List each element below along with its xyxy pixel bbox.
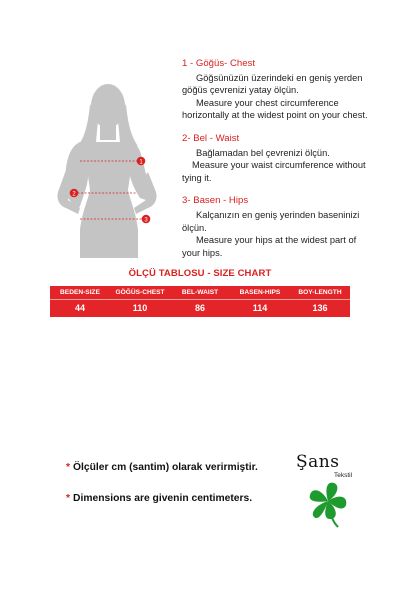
body-silhouette-figure [44, 80, 172, 258]
table-header-row [50, 286, 350, 300]
instruction-line: Kalçanızın en geniş yerinden baseninizi [196, 209, 360, 220]
instruction-line: tying it. [182, 172, 212, 183]
instruction-line: ölçün. [182, 222, 207, 233]
instruction-line: horizontally at the widest point on your chest. [182, 110, 368, 121]
instruction-line: your hips. [182, 247, 223, 258]
size-table [50, 286, 350, 317]
marker-3 [142, 215, 151, 224]
table-cell: 114 [252, 303, 268, 313]
instruction-line: göğüs çevrenizi yatay ölçün. [182, 85, 299, 96]
svg-text:2: 2 [72, 191, 76, 198]
instruction-line: Göğsünüzün üzerindeki en geniş yerden [196, 72, 363, 83]
instruction-chest [182, 58, 394, 122]
note-star: * [66, 462, 71, 473]
svg-text:3: 3 [144, 217, 148, 224]
brand-subtitle: Tekstil [334, 472, 353, 479]
column-header: GÖĞÜS-CHEST [115, 289, 165, 296]
instruction-line: Measure your waist circumference without [192, 160, 366, 171]
instruction-hips [182, 195, 394, 259]
table-row [50, 300, 350, 316]
size-chart-title: ÖLÇÜ TABLOSU - SIZE CHART [128, 268, 272, 279]
instruction-title: 1 - Göğüs- Chest [182, 58, 256, 69]
column-header: BOY-LENGTH [298, 289, 342, 296]
measurement-instructions [182, 58, 394, 270]
clover-icon [304, 479, 352, 529]
column-header: BEDEN-SIZE [60, 289, 100, 296]
note-text: Ölçüler cm (santim) olarak verirmiştir. [73, 462, 258, 473]
instruction-line: Measure your hips at the widest part of [196, 235, 357, 246]
table-cell: 136 [312, 303, 328, 313]
instruction-waist [182, 133, 394, 184]
brand-logo [296, 452, 362, 479]
note-units-english [66, 493, 252, 504]
silhouette [57, 84, 156, 258]
brand-name: Şans [296, 452, 340, 472]
column-header: BASEN-HIPS [239, 289, 281, 296]
table-cell: 110 [132, 303, 148, 313]
column-header: BEL-WAIST [181, 289, 219, 296]
note-units-turkish [66, 462, 258, 473]
note-text: Dimensions are givenin centimeters. [73, 493, 253, 504]
note-star: * [66, 493, 71, 504]
table-cell: 86 [194, 303, 205, 313]
svg-text:1: 1 [139, 159, 143, 166]
instruction-line: Bağlamadan bel çevrenizi ölçün. [196, 147, 330, 158]
instruction-title: 3- Basen - Hips [182, 195, 249, 207]
silhouette-svg [44, 80, 172, 258]
instruction-title: 2- Bel - Waist [182, 132, 240, 144]
instruction-line: Measure your chest circumference [196, 97, 339, 108]
table-cell: 44 [74, 303, 85, 313]
